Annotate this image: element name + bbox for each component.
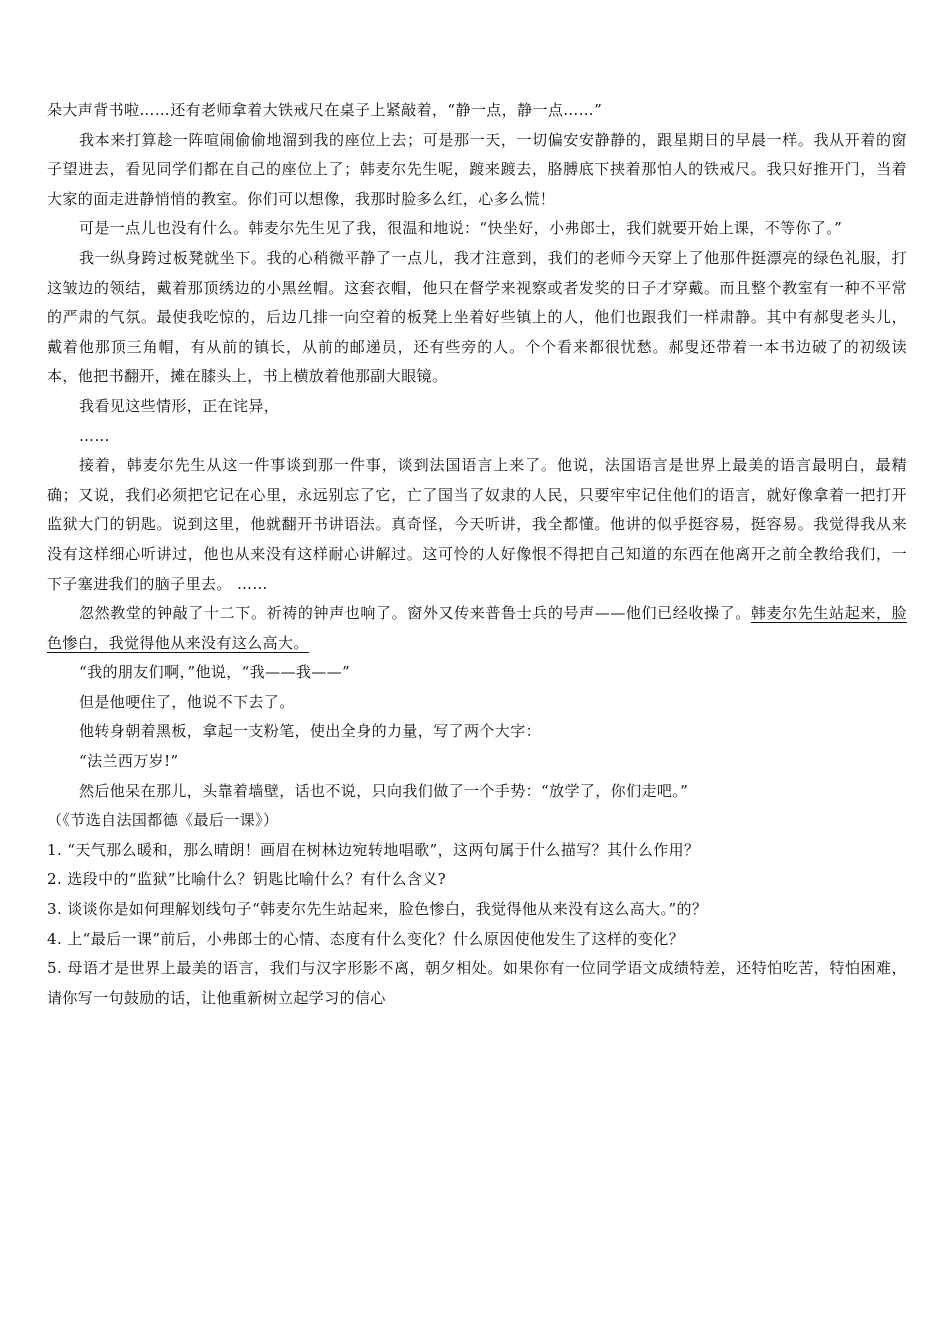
passage-paragraph-6: 接着，韩麦尔先生从这一件事谈到那一件事，谈到法国语言上来了。他说，法国语言是世界上最美的语言最明白，最精确；又说，我们必须把它记在心里，永远别忘了它，亡了国当了奴隶的人民，只要牢牢记住他们的语言，就好像拿着一把打开监狱大门的钥匙。说到这里，他就翻开书讲语法。真奇怪，今天听讲，我全都懂。他讲的似乎挺容易，挺容易。我觉得我从来没有这样细心听讲过，他也从来没有这样耐心讲解过。这可怜的人好像恨不得把自己知道的东西在他离开之前全教给我们，一下子塞进我们的脑子里去。 …… bbox=[47, 456, 907, 593]
passage-paragraph-4: 我看见这些情形，正在诧异， bbox=[79, 396, 280, 415]
question-1: 1. “天气那么暖和，那么晴朗！画眉在树林边宛转地唱歌”，这两句属于什么描写？其什么作用？ bbox=[47, 840, 700, 859]
underlined-sentence: 韩麦尔先生站起来，脸色惨白，我觉得他从来没有这么高大。 bbox=[47, 604, 907, 652]
document-page bbox=[47, 96, 907, 1013]
passage-paragraph-1: 我本来打算趁一阵喧闹偷偷地溜到我的座位上去；可是那一天，一切偏安安静静的，跟星期日的早晨一样。我从开着的窗子望进去，看见同学们都在自己的座位上了；韩麦尔先生呢，踱来踱去，胳膊底下挟着那怕人的铁戒尺。我只好推开门，当着大家的面走进静悄悄的教室。你们可以想像，我那时脸多么红，心多么慌！ bbox=[47, 130, 907, 208]
passage-paragraph-0: 朵大声背书啦……还有老师拿着大铁戒尺在桌子上紧敲着，“静一点，静一点……” bbox=[47, 101, 603, 119]
passage-paragraph-10: 他转身朝着黑板，拿起一支粉笔，使出全身的力量，写了两个大字： bbox=[79, 722, 542, 741]
passage-paragraph-8: “我的朋友们啊，”他说，“我——我——” bbox=[79, 663, 351, 682]
question-2: 2. 选段中的“监狱”比喻什么？钥匙比喻什么？有什么含义? bbox=[47, 870, 447, 889]
question-5: 5. 母语才是世界上最美的语言，我们与汉字形影不离，朝夕相处。如果你有一位同学语文成绩特差，还特怕吃苦，特怕困难，请你写一句鼓励的话，让他重新树立起学习的信心 bbox=[47, 959, 907, 1007]
passage-paragraph-11: “法兰西万岁!” bbox=[79, 752, 179, 771]
passage-ellipsis: …… bbox=[79, 426, 110, 445]
passage-paragraph-2: 可是一点儿也没有什么。韩麦尔先生见了我，很温和地说：“快坐好，小弗郎士，我们就要开始上课，不等你了。” bbox=[79, 219, 843, 238]
passage-paragraph-12: 然后他呆在那儿，头靠着墙壁，话也不说，只向我们做了一个手势：“放学了，你们走吧。” bbox=[79, 781, 689, 800]
passage-paragraph-7-text: 忽然教堂的钟敲了十二下。祈祷的钟声也响了。窗外又传来普鲁士兵的号声——他们已经收操了。 bbox=[79, 604, 751, 623]
question-3: 3. 谈谈你是如何理解划线句子“韩麦尔先生站起来，脸色惨白，我觉得他从来没有这么高大。”的？ bbox=[47, 900, 708, 919]
passage-paragraph-7 bbox=[47, 599, 907, 658]
passage-source: （《节选自法国都德《最后一课》） bbox=[47, 811, 279, 830]
question-4: 4. 上“最后一课”前后，小弗郎士的心情、态度有什么变化？什么原因使他发生了这样的变化？ bbox=[47, 929, 685, 948]
passage-paragraph-9: 但是他哽住了，他说不下去了。 bbox=[79, 692, 295, 711]
passage-paragraph-3: 我一纵身跨过板凳就坐下。我的心稍微平静了一点儿，我才注意到，我们的老师今天穿上了他那件挺漂亮的绿色礼服，打这皱边的领结，戴着那顶绣边的小黑丝帽。这套衣帽，他只在督学来视察或者发奖的日子才穿戴。而且整个教室有一种不平常的严肃的气氛。最使我吃惊的，后边几排一向空着的板凳上坐着好些镇上的人，他们也跟我们一样肃静。其中有郝叟老头儿，戴着他那顶三角帽，有从前的镇长，从前的邮递员，还有些旁的人。个个看来都很忧愁。郝叟还带着一本书边破了的初级读本，他把书翻开，摊在膝头上，书上横放着他那副大眼镜。 bbox=[47, 248, 907, 386]
